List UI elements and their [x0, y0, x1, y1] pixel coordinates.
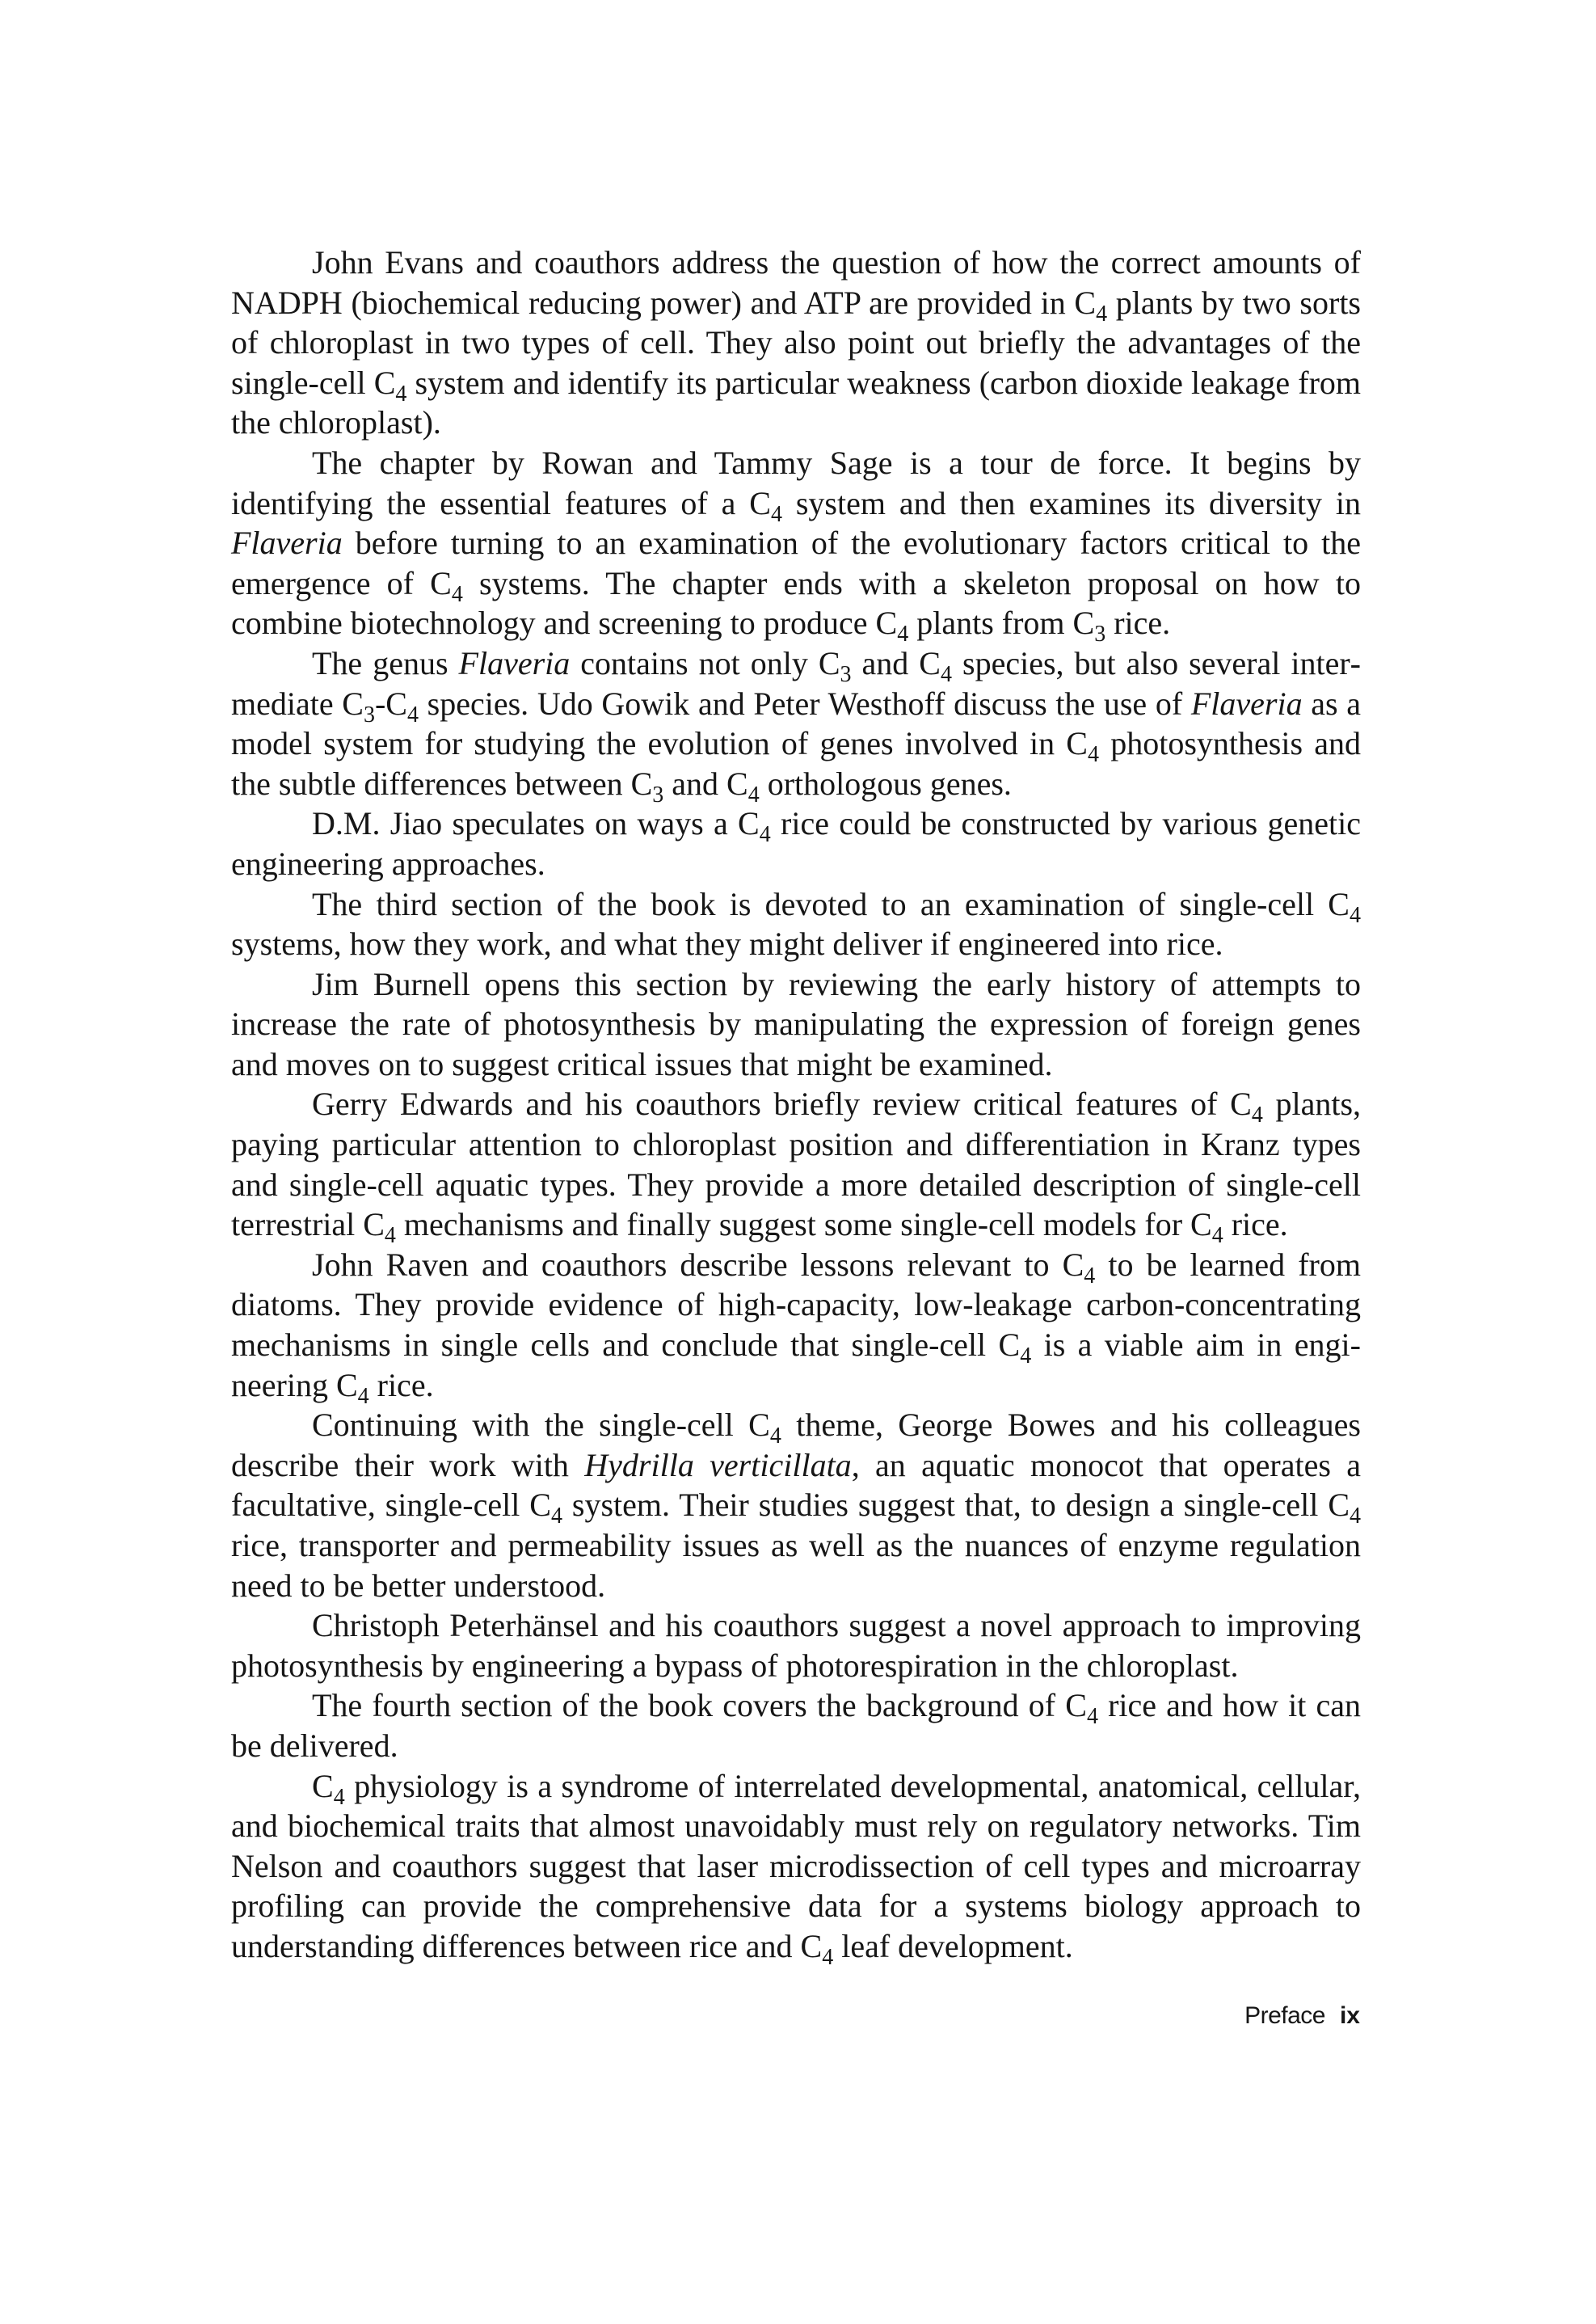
text-run: rice. [368, 1366, 434, 1403]
subscript: 4 [1211, 1223, 1223, 1249]
running-footer [1244, 2001, 1360, 2031]
subscript: 3 [652, 782, 664, 808]
text-run: Christoph Peterhänsel and his coauthors suggest a novel approach to improving photosynthesis by engineering a bypass of photorespiration in the chloroplast. [231, 1607, 1361, 1684]
paragraph-jiao [231, 803, 1361, 884]
text-run: theme, George Bowes and his colleagues describe their work with [231, 1407, 1361, 1483]
subscript: 4 [451, 581, 463, 607]
paragraph-edwards [231, 1084, 1362, 1249]
subscript: 4 [822, 1944, 834, 1970]
text-run: mechanisms and finally suggest some single-cell models for C [395, 1206, 1212, 1243]
text-run: John Evans and coauthors address the question of how the correct amounts of NADPH (biochemical reducing power) and ATP are provided in C [231, 244, 1361, 321]
text-run: plants from C [908, 605, 1095, 642]
subscript: 3 [363, 702, 375, 728]
text-run: rice. [1105, 605, 1171, 642]
page-number: ix [1339, 2002, 1360, 2029]
subscript: 4 [395, 381, 407, 407]
text-run: leaf development. [833, 1927, 1073, 1964]
italic-term: Flaveria [458, 644, 571, 681]
subscript: 4 [333, 1784, 345, 1810]
paragraph-gowik [231, 643, 1362, 808]
text-run: species, but also several intermediate C [231, 644, 1361, 722]
subscript: 4 [941, 661, 952, 687]
text-run: D.M. Jiao speculates on ways a C [312, 805, 760, 842]
text-run: is a viable aim in engineering C [231, 1326, 1361, 1403]
paragraph-bowes [231, 1405, 1361, 1605]
text-run: -C [374, 685, 407, 722]
paragraph-third-section [231, 884, 1361, 964]
text-run: physiology is a syndrome of interrelated developmental, anatomical, cellular, and biochemical traits that almost unavoidably must rely on regulatory networks. Tim Nelson and coauthors suggest that laser microdissection of cell types and microarray profiling can provide the comprehensive data for a systems biology approach to understanding differences between rice and C [231, 1767, 1361, 1964]
subscript: 4 [769, 1424, 781, 1449]
text-run: C [312, 1767, 334, 1804]
subscript: 4 [1096, 301, 1108, 327]
text-run: The third section of the book is devoted to an examination of single-cell C [312, 885, 1350, 922]
text-run: rice could be constructed by various genetic engineering approaches. [231, 805, 1362, 882]
subscript: 4 [384, 1223, 396, 1249]
paragraph-raven [231, 1245, 1361, 1409]
text-run: systems, how they work, and what they might deliver if engineered into rice. [231, 926, 1223, 963]
subscript: 4 [550, 1504, 562, 1529]
text-run: to be learned from diatoms. They provide evidence of high-capacity, low-leakage carbon-concentrating mechanisms in single cells and conclude that single-cell C [231, 1246, 1361, 1364]
subscript: 3 [840, 661, 852, 687]
paragraph-burnell [231, 964, 1361, 1085]
text-run: , an aquatic monocot that operates a facultative, single-cell C [231, 1446, 1361, 1524]
text-run: plants by two sorts of chloroplast in two types of cell. They also point out briefly the advantages of the single-cell C [231, 284, 1361, 401]
text-run: Jim Burnell opens this section by reviewing the early history of attempts to increase the rate of photosynthesis by manipulating the expression of foreign genes and moves on to suggest critical issues that might be examined. [231, 965, 1361, 1082]
text-run: orthologous genes. [759, 765, 1012, 802]
text-run: photosynthesis and the subtle differences between C [231, 725, 1362, 802]
text-run: system. Their studies suggest that, to design a single-cell C [562, 1487, 1350, 1524]
italic-term: Flaveria [231, 525, 343, 562]
subscript: 4 [1020, 1343, 1032, 1369]
subscript: 4 [770, 501, 782, 527]
subscript: 4 [406, 702, 419, 728]
text-run: and C [851, 644, 941, 681]
text-run: as a model system for studying the evolution of genes involved in C [231, 685, 1362, 762]
text-run: before turning to an examination of the evolutionary factors critical to the emergence of C [231, 525, 1361, 601]
text-run: contains not only C [570, 644, 840, 681]
text-run: plants, paying particular attention to chloroplast position and differentiation in Kranz types and single-cell aquatic types. They provide a more detailed description of single-cell terrestrial C [231, 1086, 1362, 1243]
preface-body-text [231, 243, 1362, 1970]
paragraph-nelson [231, 1766, 1361, 1970]
text-run: Continuing with the single-cell C [312, 1407, 770, 1444]
subscript: 4 [357, 1383, 369, 1409]
subscript: 3 [1094, 622, 1106, 647]
subscript: 4 [1084, 1263, 1096, 1289]
text-run: The chapter by Rowan and Tammy Sage is a tour de force. It begins by identifying the essential features of a C [231, 444, 1361, 521]
subscript: 4 [1350, 1504, 1362, 1529]
subscript: 4 [759, 822, 771, 848]
text-run: systems. The chapter ends with a skeleton proposal on how to combine biotechnology and screening to produce C [231, 564, 1361, 642]
text-run: Gerry Edwards and his coauthors briefly review critical features of C [312, 1086, 1252, 1123]
text-run: John Raven and coauthors describe lessons relevant to C [312, 1246, 1084, 1283]
paragraph-peterhansel [231, 1605, 1361, 1685]
paragraph-fourth-section [231, 1685, 1361, 1765]
text-run: rice and how it can be delivered. [231, 1687, 1361, 1764]
italic-term: Flaveria [1190, 685, 1303, 722]
paragraph-sage [231, 443, 1361, 647]
paragraph-evans [231, 243, 1361, 443]
text-run: rice. [1223, 1206, 1288, 1243]
text-run: The fourth section of the book covers the background of C [312, 1687, 1087, 1724]
text-run: and C [663, 765, 748, 802]
text-run: species. Udo Gowik and Peter Westhoff discuss the use of [418, 685, 1191, 722]
subscript: 4 [1088, 742, 1099, 768]
text-run: rice, transporter and permeability issues as well as the nuances of enzyme regulation need to be better understood. [231, 1527, 1361, 1604]
text-run: system and identify its particular weakness (carbon dioxide leakage from the chloroplast). [231, 364, 1362, 441]
footer-section-title: Preface [1244, 2002, 1325, 2029]
italic-term: Hydrilla verticillata [584, 1446, 852, 1483]
subscript: 4 [1251, 1103, 1263, 1128]
text-run: The genus [312, 644, 459, 681]
subscript: 4 [1350, 902, 1361, 928]
text-run: system and then examines its diversity in [781, 484, 1361, 521]
subscript: 4 [747, 782, 760, 808]
subscript: 4 [897, 622, 909, 647]
subscript: 4 [1086, 1704, 1098, 1730]
